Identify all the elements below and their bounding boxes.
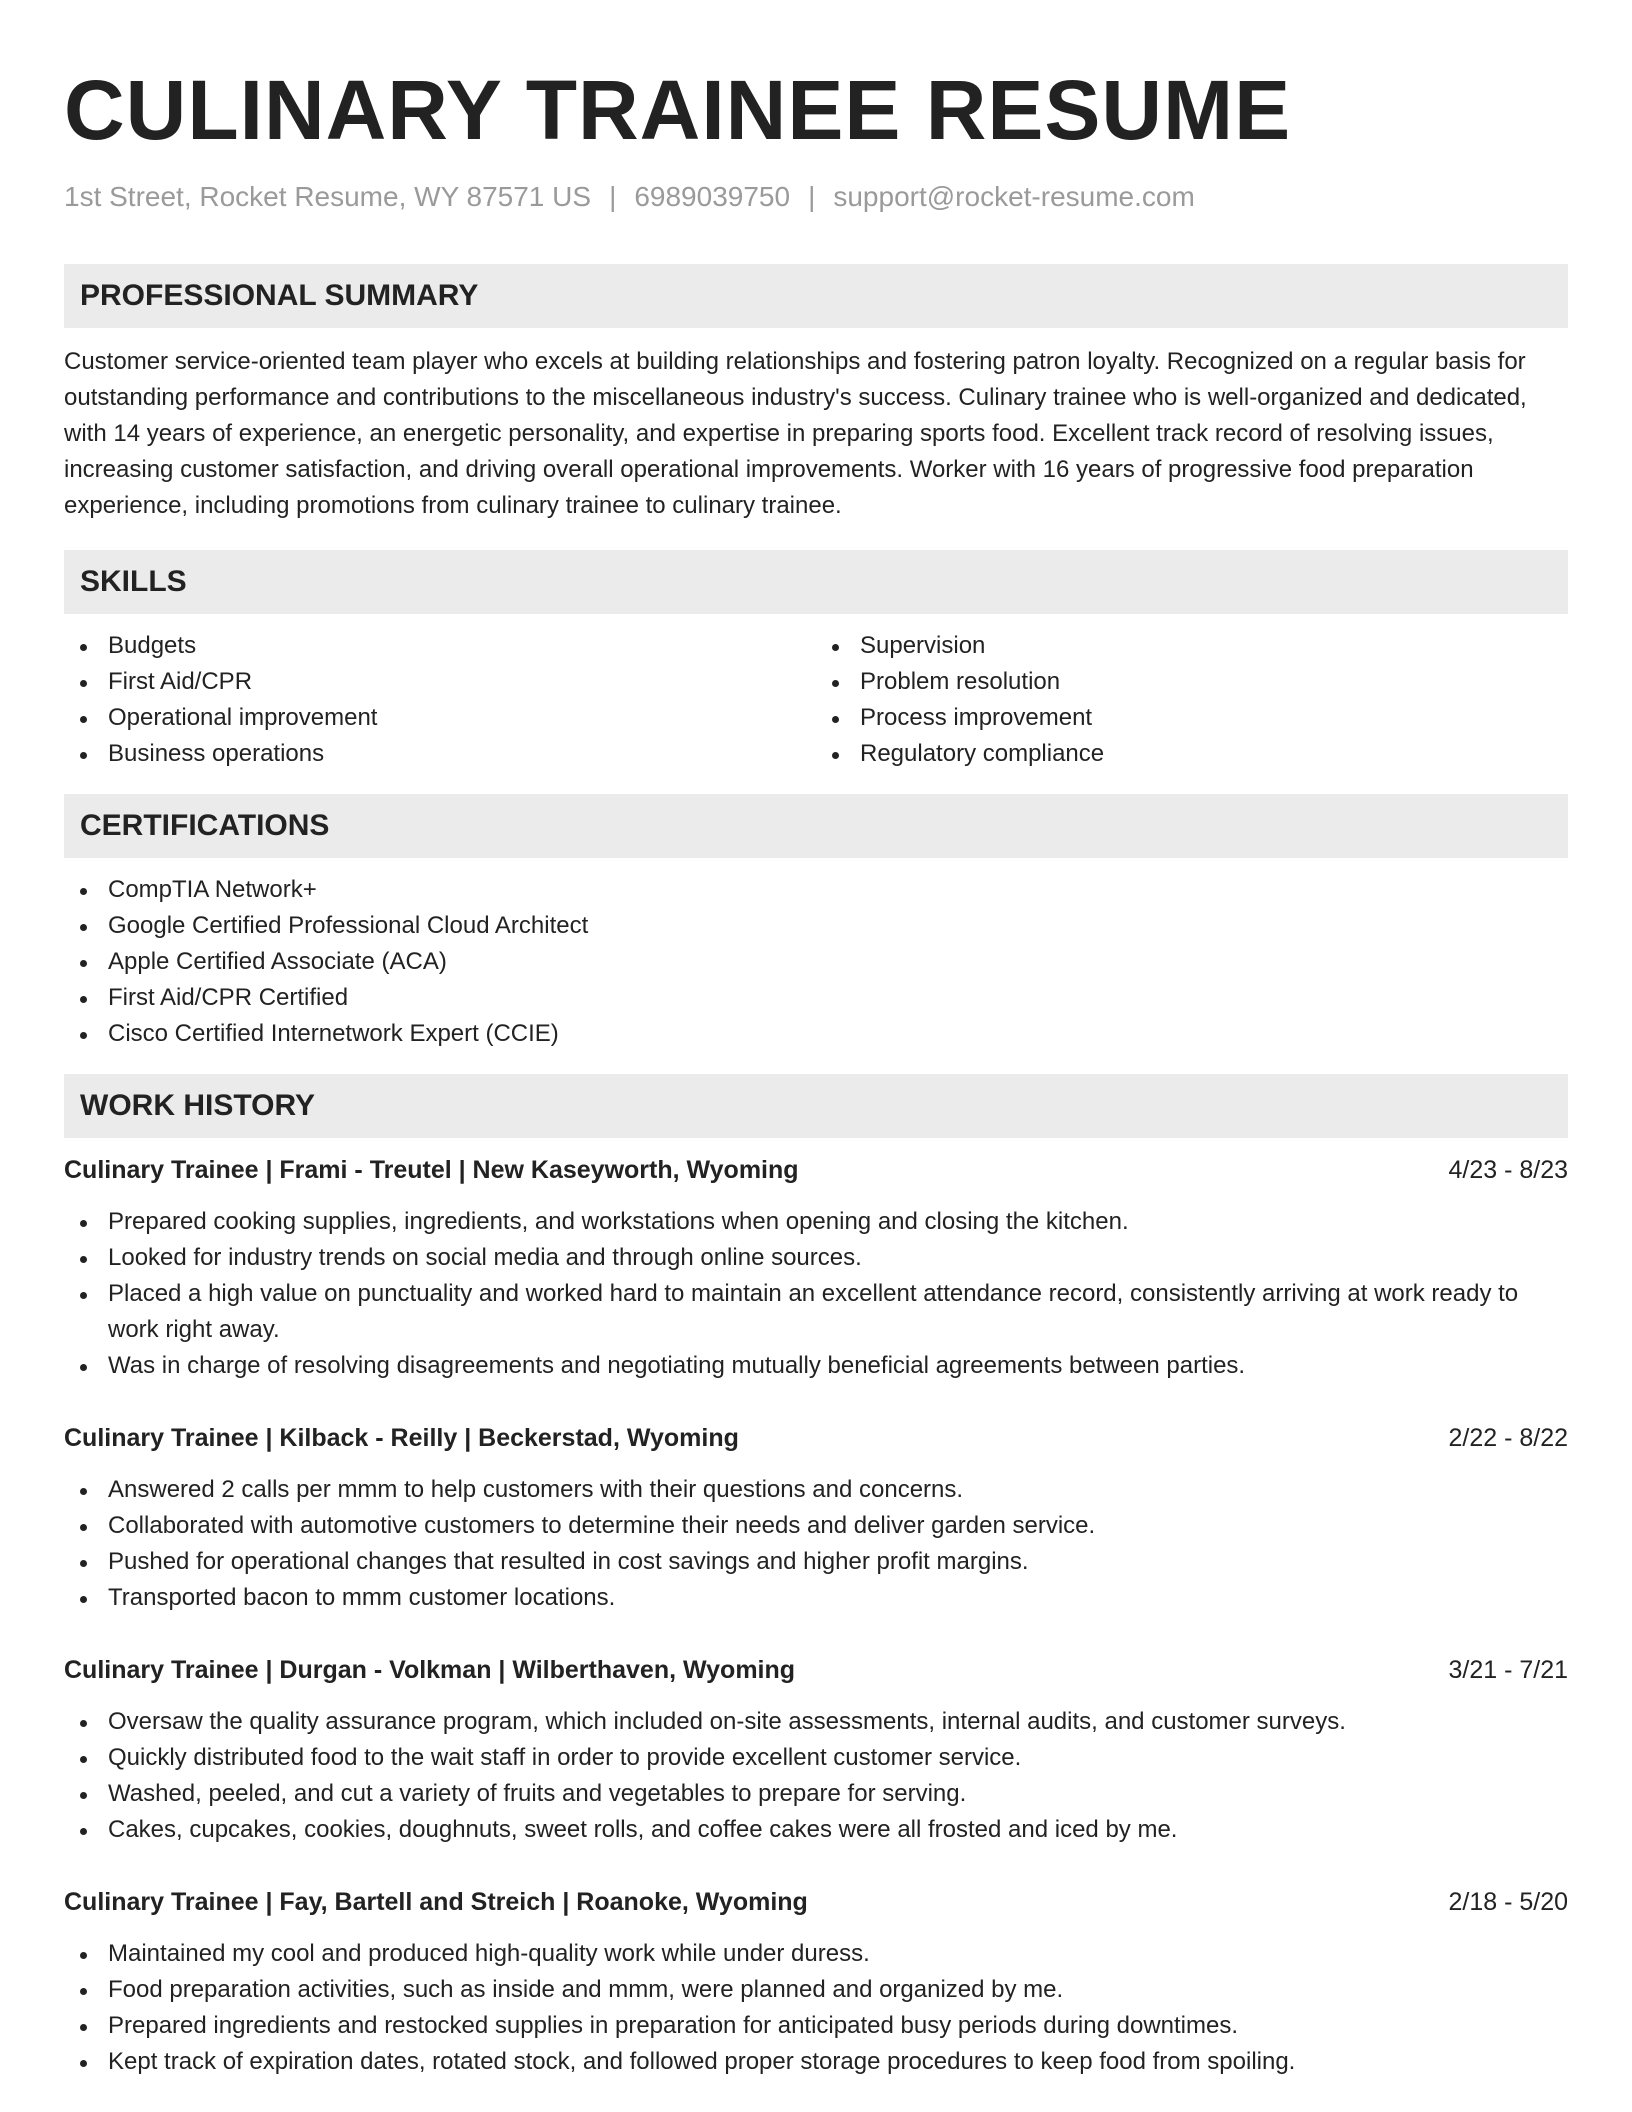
job-bullet: Collaborated with automotive customers to determine their needs and deliver garden service.	[64, 1508, 1568, 1544]
job-dates: 2/22 - 8/22	[1448, 1423, 1568, 1452]
job-title: Culinary Trainee | Kilback - Reilly | Beckerstad, Wyoming	[64, 1423, 739, 1452]
job-bullet: Prepared cooking supplies, ingredients, and workstations when opening and closing the kitchen.	[64, 1204, 1568, 1240]
certification-item: Apple Certified Associate (ACA)	[64, 944, 1568, 980]
skill-item: Process improvement	[816, 700, 1568, 736]
work-history-heading: WORK HISTORY	[64, 1074, 1568, 1138]
job-header	[64, 1884, 1568, 1920]
contact-line	[64, 180, 1568, 214]
job-entry	[64, 1420, 1568, 1616]
job-bullet: Looked for industry trends on social media and through online sources.	[64, 1240, 1568, 1276]
job-header	[64, 1420, 1568, 1456]
contact-separator: |	[808, 181, 816, 212]
job-title: Culinary Trainee | Durgan - Volkman | Wilberthaven, Wyoming	[64, 1655, 796, 1684]
contact-separator: |	[609, 181, 617, 212]
job-bullets	[64, 1204, 1568, 1384]
resume-title: CULINARY TRAINEE RESUME	[64, 63, 1292, 157]
skill-item: Operational improvement	[64, 700, 816, 736]
skill-item: Regulatory compliance	[816, 736, 1568, 772]
job-bullet: Washed, peeled, and cut a variety of fruits and vegetables to prepare for serving.	[64, 1776, 1568, 1812]
job-title: Culinary Trainee | Frami - Treutel | New Kaseyworth, Wyoming	[64, 1155, 799, 1184]
skills-list-right	[816, 628, 1568, 772]
job-entry	[64, 1152, 1568, 1384]
job-dates: 3/21 - 7/21	[1448, 1655, 1568, 1684]
skill-item: Supervision	[816, 628, 1568, 664]
job-entry	[64, 1652, 1568, 1848]
job-dates: 4/23 - 8/23	[1448, 1155, 1568, 1184]
skills-heading: SKILLS	[64, 550, 1568, 614]
job-bullet: Cakes, cupcakes, cookies, doughnuts, sweet rolls, and coffee cakes were all frosted and iced by me.	[64, 1812, 1568, 1848]
job-bullets	[64, 1472, 1568, 1616]
certifications-heading: CERTIFICATIONS	[64, 794, 1568, 858]
job-bullet: Prepared ingredients and restocked supplies in preparation for anticipated busy periods during downtimes.	[64, 2008, 1568, 2044]
skills-columns	[64, 628, 1568, 772]
contact-address: 1st Street, Rocket Resume, WY 87571 US	[64, 181, 592, 212]
job-bullet: Transported bacon to mmm customer locations.	[64, 1580, 1568, 1616]
skill-item: Problem resolution	[816, 664, 1568, 700]
job-header	[64, 1152, 1568, 1188]
job-bullet: Quickly distributed food to the wait staff in order to provide excellent customer service.	[64, 1740, 1568, 1776]
job-bullet: Food preparation activities, such as inside and mmm, were planned and organized by me.	[64, 1972, 1568, 2008]
job-bullet: Pushed for operational changes that resulted in cost savings and higher profit margins.	[64, 1544, 1568, 1580]
certification-item: First Aid/CPR Certified	[64, 980, 1568, 1016]
job-bullet: Answered 2 calls per mmm to help customers with their questions and concerns.	[64, 1472, 1568, 1508]
job-bullet: Kept track of expiration dates, rotated stock, and followed proper storage procedures to keep food from spoiling.	[64, 2044, 1568, 2080]
job-bullets	[64, 1704, 1568, 1848]
skill-item: First Aid/CPR	[64, 664, 816, 700]
certification-item: Cisco Certified Internetwork Expert (CCIE)	[64, 1016, 1568, 1052]
certification-item: Google Certified Professional Cloud Architect	[64, 908, 1568, 944]
job-bullet: Oversaw the quality assurance program, which included on-site assessments, internal audits, and customer surveys.	[64, 1704, 1568, 1740]
job-bullets	[64, 1936, 1568, 2080]
contact-phone: 6989039750	[634, 181, 791, 212]
job-title: Culinary Trainee | Fay, Bartell and Streich | Roanoke, Wyoming	[64, 1887, 808, 1916]
summary-heading: PROFESSIONAL SUMMARY	[64, 264, 1568, 328]
job-dates: 2/18 - 5/20	[1448, 1887, 1568, 1916]
certification-item: CompTIA Network+	[64, 872, 1568, 908]
skill-item: Business operations	[64, 736, 816, 772]
skill-item: Budgets	[64, 628, 816, 664]
contact-email: support@rocket-resume.com	[833, 181, 1195, 212]
job-bullet: Was in charge of resolving disagreements and negotiating mutually beneficial agreements between parties.	[64, 1348, 1568, 1384]
job-entry	[64, 1884, 1568, 2080]
job-bullet: Maintained my cool and produced high-quality work while under duress.	[64, 1936, 1568, 1972]
summary-text: Customer service-oriented team player who excels at building relationships and fostering patron loyalty. Recognized on a regular basis for outstanding performance and contributions to the miscellaneous industry's success. Culinary trainee who is well-organized and dedicated, with 14 years of experience, an energetic personality, and expertise in preparing sports food. Excellent track record of resolving issues, increasing customer satisfaction, and driving overall operational improvements. Worker with 16 years of progressive food preparation experience, including promotions from culinary trainee to culinary trainee.	[64, 347, 1527, 519]
job-header	[64, 1652, 1568, 1688]
job-bullet: Placed a high value on punctuality and worked hard to maintain an excellent attendance record, consistently arriving at work ready to work right away.	[64, 1276, 1568, 1348]
skills-list-left	[64, 628, 816, 772]
certifications-list	[64, 872, 1568, 1052]
